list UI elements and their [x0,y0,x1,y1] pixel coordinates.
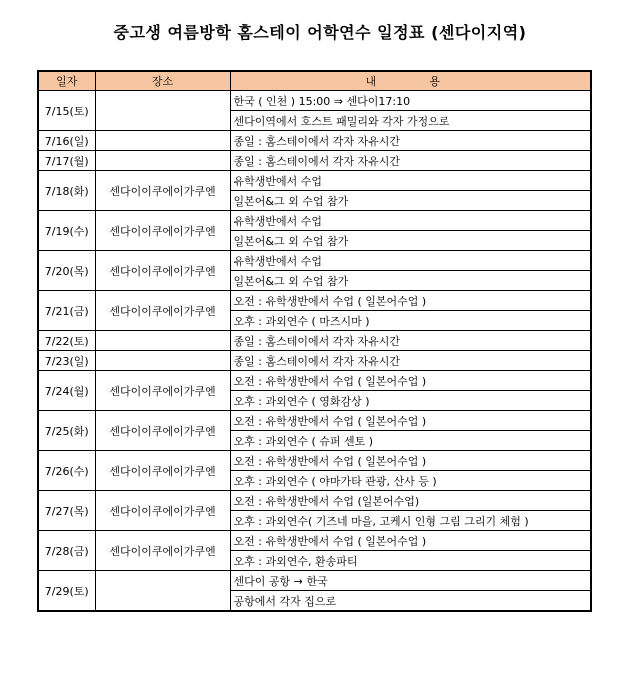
row-content-line: 오전 : 유학생반에서 수업 ( 일본어수업 ) [230,371,591,391]
row-content-line: 일본어&그 외 수업 참가 [230,271,591,291]
table-row [38,351,591,371]
row-place: 센다이이쿠에이가쿠엔 [95,451,230,491]
row-date: 7/28(금) [38,531,95,571]
row-date: 7/22(토) [38,331,95,351]
row-content-line: 유학생반에서 수업 [230,251,591,271]
row-content-line: 일본어&그 외 수업 참가 [230,231,591,251]
row-place: 센다이이쿠에이가쿠엔 [95,171,230,211]
row-content-line: 오후 : 과외연수 ( 야마가타 관광, 산사 등 ) [230,471,591,491]
row-content-line: 오후 : 과외연수 ( 슈퍼 센토 ) [230,431,591,451]
row-content-line: 오후 : 과외연수( 기즈네 마을, 고케시 인형 그림 그리기 체험 ) [230,511,591,531]
row-date: 7/17(월) [38,151,95,171]
row-date: 7/15(토) [38,91,95,131]
row-date: 7/25(화) [38,411,95,451]
table-row [38,491,591,511]
schedule-table [37,70,592,612]
table-row [38,371,591,391]
row-content-line: 종일 : 홈스테이에서 각자 자유시간 [230,151,591,171]
row-content-line: 유학생반에서 수업 [230,211,591,231]
row-content-line: 종일 : 홈스테이에서 각자 자유시간 [230,351,591,371]
table-header-row [38,71,591,91]
row-place [95,131,230,151]
schedule-body [38,91,591,612]
row-content-line: 오후 : 과외연수, 환송파티 [230,551,591,571]
row-date: 7/19(수) [38,211,95,251]
row-content-line: 종일 : 홈스테이에서 각자 자유시간 [230,131,591,151]
table-row [38,91,591,111]
row-place [95,151,230,171]
row-content-line: 유학생반에서 수업 [230,171,591,191]
row-content-line: 센다이 공항 → 한국 [230,571,591,591]
row-date: 7/23(일) [38,351,95,371]
row-date: 7/27(목) [38,491,95,531]
table-row [38,331,591,351]
row-date: 7/16(일) [38,131,95,151]
table-row [38,151,591,171]
row-place: 센다이이쿠에이가쿠엔 [95,211,230,251]
header-content-part1: 내 [365,75,377,88]
row-date: 7/21(금) [38,291,95,331]
page-title: 중고생 여름방학 홈스테이 어학연수 일정표 (센다이지역) [113,23,527,42]
row-date: 7/20(목) [38,251,95,291]
table-row [38,571,591,591]
row-place [95,571,230,612]
header-content-part2: 용 [429,75,440,88]
row-place: 센다이이쿠에이가쿠엔 [95,251,230,291]
table-row [38,451,591,471]
row-place: 센다이이쿠에이가쿠엔 [95,411,230,451]
header-date: 일자 [38,71,95,91]
table-row [38,291,591,311]
row-content-line: 한국 ( 인천 ) 15:00 ⇒ 센다이17:10 [230,91,591,111]
table-row [38,411,591,431]
header-place: 장소 [95,71,230,91]
row-place: 센다이이쿠에이가쿠엔 [95,531,230,571]
table-row [38,211,591,231]
row-place [95,351,230,371]
row-content-line: 일본어&그 외 수업 참가 [230,191,591,211]
row-place: 센다이이쿠에이가쿠엔 [95,371,230,411]
row-date: 7/24(월) [38,371,95,411]
header-content [230,71,591,91]
row-content-line: 오후 : 과외연수 ( 마즈시마 ) [230,311,591,331]
table-row [38,251,591,271]
table-row [38,531,591,551]
row-content-line: 오전 : 유학생반에서 수업 ( 일본어수업 ) [230,451,591,471]
row-content-line: 센다이역에서 호스트 패밀리와 각자 가정으로 [230,111,591,131]
row-content-line: 종일 : 홈스테이에서 각자 자유시간 [230,331,591,351]
row-place: 센다이이쿠에이가쿠엔 [95,491,230,531]
row-content-line: 오후 : 과외연수 ( 영화감상 ) [230,391,591,411]
table-row [38,131,591,151]
row-date: 7/18(화) [38,171,95,211]
table-row [38,171,591,191]
row-content-line: 오전 : 유학생반에서 수업 ( 일본어수업 ) [230,531,591,551]
row-content-line: 오전 : 유학생반에서 수업 (일본어수업) [230,491,591,511]
row-place [95,91,230,131]
row-content-line: 오전 : 유학생반에서 수업 ( 일본어수업 ) [230,411,591,431]
row-place: 센다이이쿠에이가쿠엔 [95,291,230,331]
row-content-line: 오전 : 유학생반에서 수업 ( 일본어수업 ) [230,291,591,311]
row-date: 7/26(수) [38,451,95,491]
row-date: 7/29(토) [38,571,95,612]
row-place [95,331,230,351]
row-content-line: 공항에서 각자 집으로 [230,591,591,612]
